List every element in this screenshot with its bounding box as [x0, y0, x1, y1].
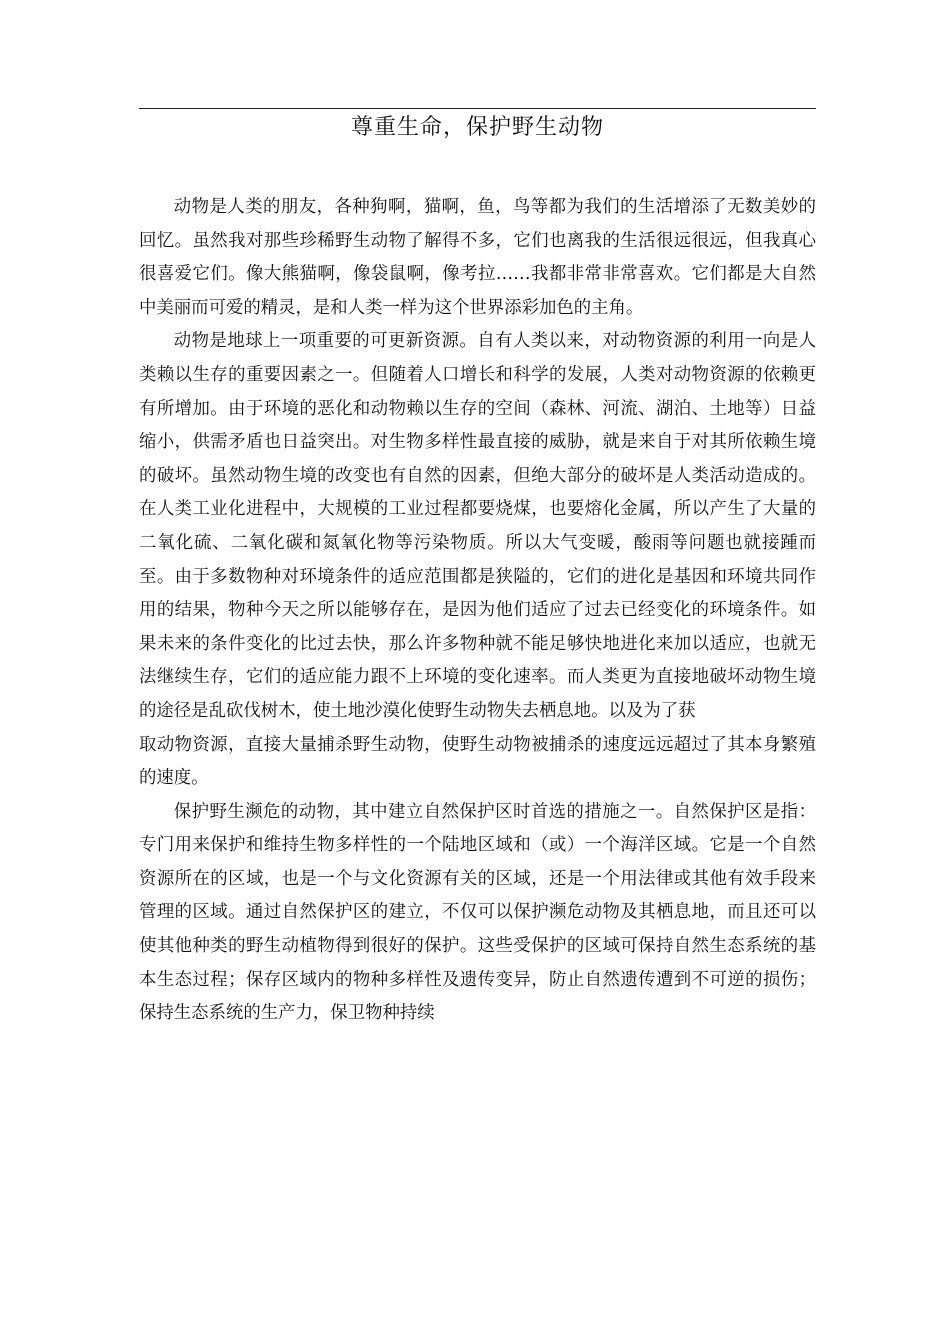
paragraph-2: 动物是地球上一项重要的可更新资源。自有人类以来，对动物资源的利用一向是人类赖以生存的重要因素之一。但随着人口增长和科学的发展，人类对动物资源的依赖更有所增加。由于环境的恶化和动物赖以生存的空间（森林、河流、湖泊、土地等）日益缩小，供需矛盾也日益突出。对生物多样性最直接的威胁，就是来自于对其所依赖生境的破坏。虽然动物生境的改变也有自然的因素，但绝大部分的破坏是人类活动造成的。在人类工业化进程中，大规模的工业过程都要烧煤，也要熔化金属，所以产生了大量的二氧化硫、二氧化碳和氮氧化物等污染物质。所以大气变暖，酸雨等问题也就接踵而至。由于多数物种对环境条件的适应范围都是狭隘的，它们的进化是基因和环境共同作用的结果，物种今天之所以能够存在，是因为他们适应了过去已经变化的环境条件。如果未来的条件变化的比过去快，那么许多物种就不能足够快地进化来加以适应，也就无法继续生存，它们的适应能力跟不上环境的变化速率。而人类更为直接地破坏动物生境的途径是乱砍伐树木，使土地沙漠化使野生动物失去栖息地。以及为了获 — [139, 331, 816, 721]
paragraph-3: 保护野生濒危的动物，其中建立自然保护区时首选的措施之一。自然保护区是指：专门用来保护和维持生物多样性的一个陆地区域和（或）一个海洋区域。它是一个自然资源所在的区域，也是一个与文化资源有关的区域，还是一个用法律或其他有效手段来管理的区域。通过自然保护区的建立，不仅可以保护濒危动物及其栖息地，而且还可以使其他种类的野生动植物得到很好的保护。这些受保护的区域可保持自然生态系统的基本生态过程；保存区域内的物种多样性及遗传变异，防止自然遗传遭到不可逆的损伤；保持生态系统的生产力，保卫物种持续 — [139, 801, 816, 1024]
header-rule — [139, 108, 816, 109]
paragraph-1: 动物是人类的朋友，各种狗啊，猫啊，鱼，鸟等都为我们的生活增添了无数美妙的回忆。虽然我对那些珍稀野生动物了解得不多，它们也离我的生活很远很远，但我真心很喜爱它们。像大熊猫啊，像袋鼠啊，像考拉……我都非常非常喜欢。它们都是大自然中美丽而可爱的精灵，是和人类一样为这个世界添彩加色的主角。 — [139, 197, 816, 318]
paragraph-2-continuation: 取动物资源，直接大量捕杀野生动物，使野生动物被捕杀的速度远远超过了其本身繁殖的速度。 — [139, 734, 816, 789]
document-title: 尊重生命，保护野生动物 — [350, 115, 604, 140]
document-body — [139, 191, 816, 1031]
